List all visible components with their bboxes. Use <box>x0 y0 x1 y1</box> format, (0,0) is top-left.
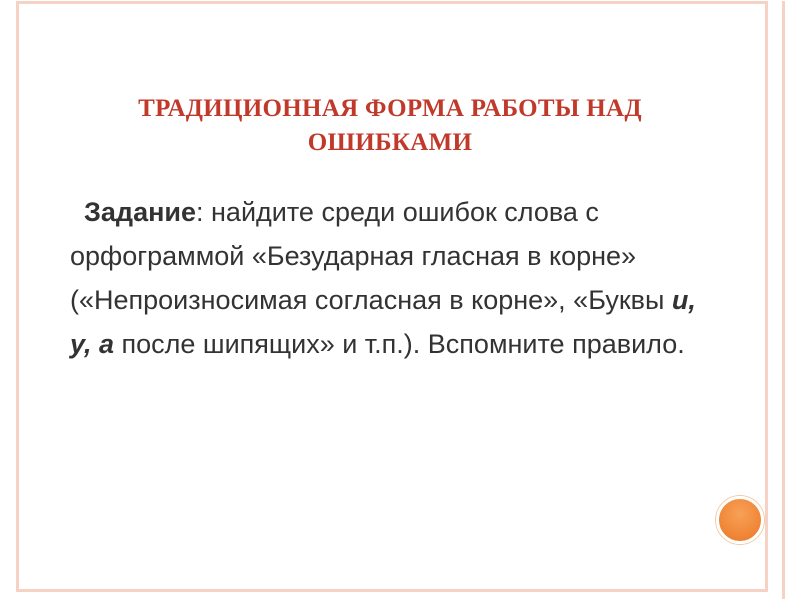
task-label: Задание <box>84 197 197 227</box>
task-text-part-1: : найдите среди ошибок слова с орфограммой «Безударная гласная в корне» («Непроизносимая согласная в корне», «Буквы <box>70 197 672 315</box>
task-paragraph <box>70 190 710 366</box>
slide-title-line-2: ОШИБКАМИ <box>307 129 473 156</box>
task-letters: и, у, а <box>70 285 696 359</box>
task-text-part-2: после шипящих» и т.п.). Вспомните правило. <box>114 329 685 359</box>
decorative-orange-circle <box>716 496 764 544</box>
slide-title-line-1: ТРАДИЦИОННАЯ ФОРМА РАБОТЫ НАД <box>138 95 642 122</box>
frame-right-outer-line <box>782 1 785 599</box>
slide-title <box>40 92 740 160</box>
frame-right-inner-line <box>765 1 768 592</box>
